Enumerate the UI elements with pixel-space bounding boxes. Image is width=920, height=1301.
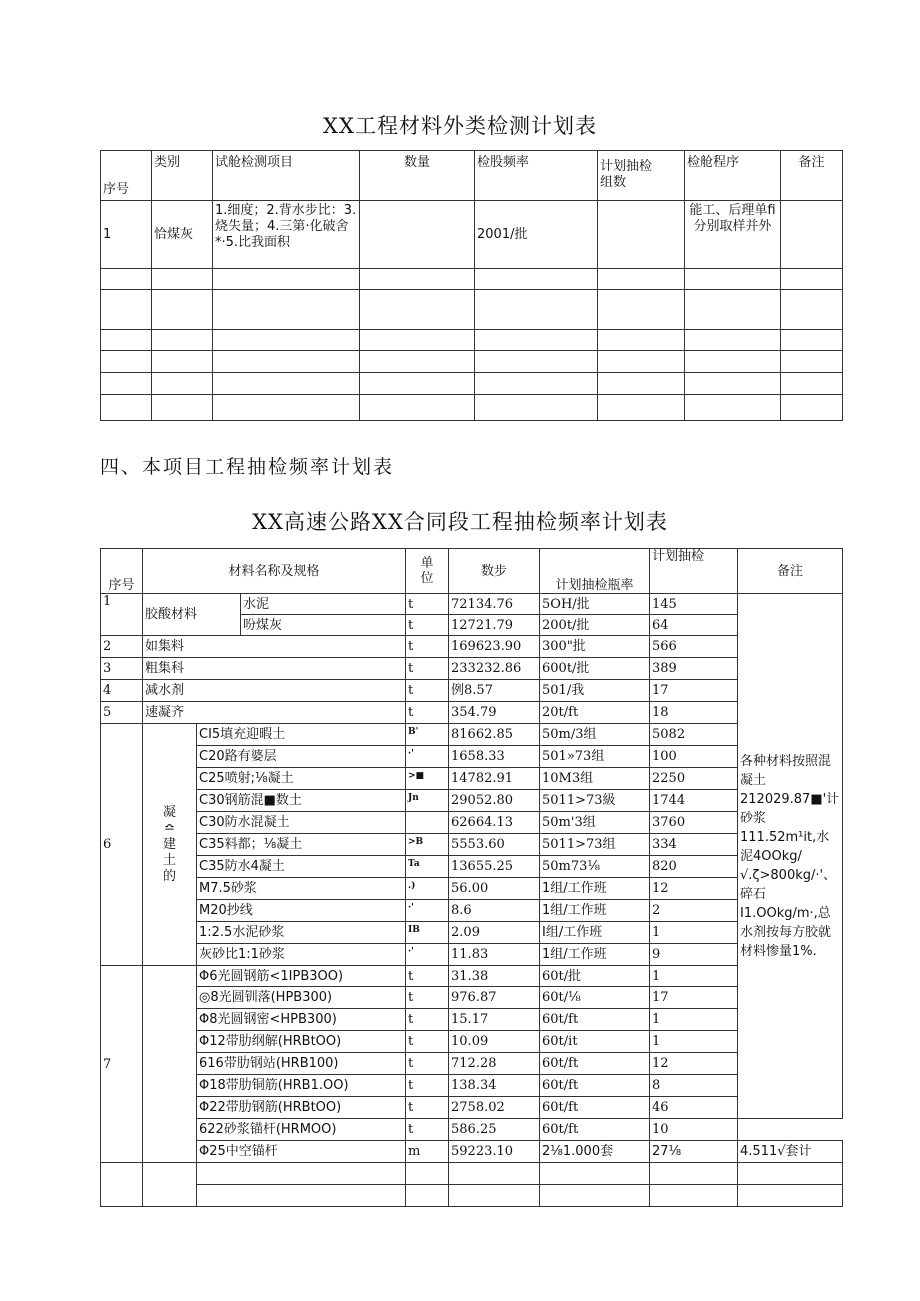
table-row (101, 812, 843, 834)
row-frequency: 60t/ft (540, 1119, 650, 1141)
row-unit: t (406, 615, 449, 636)
row-quantity: 2.09 (449, 922, 540, 944)
table-row (101, 702, 843, 724)
row-unit: t (406, 1075, 449, 1097)
material-inspection-table (100, 150, 843, 421)
row-no: 7 (101, 966, 143, 1163)
table1-title: XX工程材料外类检测计划表 (323, 114, 597, 138)
unit-mark: ·' (408, 903, 414, 913)
row-quantity: 12721.79 (449, 615, 540, 636)
row-unit (406, 944, 449, 966)
row-frequency: 300"批 (540, 636, 650, 658)
row-quantity: 13655.25 (449, 856, 540, 878)
header-items: 试舱检测项目 (213, 151, 360, 201)
row-frequency: 501/我 (540, 680, 650, 702)
row-frequency: 50m'3组 (540, 812, 650, 834)
row-frequency: 60t/⅛ (540, 987, 650, 1009)
row-quantity: 586.25 (449, 1119, 540, 1141)
row-material: 粗集科 (143, 658, 406, 680)
unit-mark: ·' (408, 947, 414, 957)
header-procedure: 检舱程序 (685, 151, 781, 201)
table-row (101, 636, 843, 658)
row-material: Φ18带肋铜筋(HRB1.OO) (197, 1075, 406, 1097)
row-items: 1.细度；2.背水步比：3.烧失量；4.三第·化破舍*·5.比我面积 (213, 201, 360, 269)
row-planned: 1 (650, 966, 738, 987)
row-quantity: 5553.60 (449, 834, 540, 856)
table-row (101, 922, 843, 944)
row-quantity: 81662.85 (449, 724, 540, 746)
row-sub-material: 水泥 (241, 594, 406, 615)
row-planned: 3760 (650, 812, 738, 834)
row-planned: 100 (650, 746, 738, 768)
header-remarks: 备注 (781, 151, 843, 201)
table-row (101, 724, 843, 746)
row-material: Φ25中空锚杆 (197, 1141, 406, 1163)
row-material: 616带肋钢站(HRB100) (197, 1053, 406, 1075)
header-unit-line2: 位 (420, 571, 434, 586)
row-planned: 2250 (650, 768, 738, 790)
row-unit (406, 878, 449, 900)
row-planned: 820 (650, 856, 738, 878)
table-row (101, 944, 843, 966)
header-quantity: 数步 (449, 549, 540, 594)
row-planned: 566 (650, 636, 738, 658)
concrete-group-label: 凝≏建土的 (162, 804, 176, 884)
row-frequency: 60t/ft (540, 1075, 650, 1097)
row-planned: 64 (650, 615, 738, 636)
row-unit: t (406, 1119, 449, 1141)
table-row (101, 201, 843, 269)
row-quantity: 138.34 (449, 1075, 540, 1097)
table-row (101, 680, 843, 702)
table-row (101, 1031, 843, 1053)
row-material: 速凝齐 (143, 702, 406, 724)
row-unit (406, 812, 449, 834)
row-quantity: 59223.10 (449, 1141, 540, 1163)
table-row (101, 1141, 843, 1163)
row-no: 5 (101, 702, 143, 724)
row-material: ◎8光圆钏落(HPB300) (197, 987, 406, 1009)
empty-row (101, 373, 843, 395)
table-row (101, 1075, 843, 1097)
row-unit (406, 834, 449, 856)
row-unit: t (406, 636, 449, 658)
row-no: 2 (101, 636, 143, 658)
row-quantity: 62664.13 (449, 812, 540, 834)
table-row (101, 1009, 843, 1031)
row-planned: 12 (650, 1053, 738, 1075)
row-quantity (360, 201, 475, 269)
row-quantity: 354.79 (449, 702, 540, 724)
header-category: 类别 (152, 151, 213, 201)
header-no: 序号 (101, 549, 143, 594)
row-material: Φ6光圆钢筋<1IPB3OO) (197, 966, 406, 987)
row-unit (406, 900, 449, 922)
table-row (101, 966, 843, 987)
row-frequency: 50m/3组 (540, 724, 650, 746)
row-material: M20抄线 (197, 900, 406, 922)
row-frequency: 1组/工作班 (540, 944, 650, 966)
row-unit: t (406, 702, 449, 724)
row-no: 3 (101, 658, 143, 680)
row-sub-material: 吩煤灰 (241, 615, 406, 636)
row-quantity: 8.6 (449, 900, 540, 922)
row-unit: t (406, 1009, 449, 1031)
unit-mark: IB (408, 925, 420, 935)
row-quantity: 15.17 (449, 1009, 540, 1031)
row-unit: t (406, 658, 449, 680)
header-quantity: 数量 (360, 151, 475, 201)
row-planned: 1 (650, 1031, 738, 1053)
row-material-group: 胶酸材料 (143, 594, 241, 636)
row-quantity: 31.38 (449, 966, 540, 987)
row-quantity: 2758.02 (449, 1097, 540, 1119)
row-material: Φ22带肋钢筋(HRBtOO) (197, 1097, 406, 1119)
row-planned: 27⅛ (650, 1141, 738, 1163)
table-row (101, 1097, 843, 1119)
unit-mark: ·' (408, 749, 414, 759)
row-planned: 17 (650, 680, 738, 702)
row-frequency: 10M3组 (540, 768, 650, 790)
row-frequency: 1组/工作班 (540, 900, 650, 922)
row-planned: 17 (650, 987, 738, 1009)
section-heading: 四、本项目工程抽检频率计划表 (100, 456, 395, 478)
table-row (101, 878, 843, 900)
row-material: M7.5砂浆 (197, 878, 406, 900)
table-row (101, 790, 843, 812)
row-unit (406, 768, 449, 790)
row-planned: 1 (650, 1009, 738, 1031)
row-group-label (143, 724, 197, 966)
row-material: C30钢筋混■数土 (197, 790, 406, 812)
row-frequency: 50m73⅛ (540, 856, 650, 878)
table-row (101, 658, 843, 680)
row-planned: 2 (650, 900, 738, 922)
table-row (101, 746, 843, 768)
row-frequency: 1组/工作班 (540, 878, 650, 900)
row-material: C30防水混凝土 (197, 812, 406, 834)
row-group-label (143, 966, 197, 1163)
row-unit (406, 856, 449, 878)
row-material: C25喷射;⅛凝土 (197, 768, 406, 790)
unit-mark: Jn (408, 793, 419, 803)
unit-mark: Ta (408, 859, 420, 869)
header-remarks: 备注 (738, 549, 843, 594)
table-row (101, 1119, 843, 1141)
row-quantity: 169623.90 (449, 636, 540, 658)
row-frequency: 20t/ft (540, 702, 650, 724)
row-material: Φ12带肋纲解(HRBtOO) (197, 1031, 406, 1053)
table-row (101, 900, 843, 922)
row-planned: 9 (650, 944, 738, 966)
row-remarks (781, 201, 843, 269)
row-unit: t (406, 1031, 449, 1053)
table-row (101, 834, 843, 856)
row-planned: 46 (650, 1097, 738, 1119)
row-unit: m (406, 1141, 449, 1163)
row-material: CI5填充迎暇土 (197, 724, 406, 746)
row-frequency: 5011>73组 (540, 834, 650, 856)
empty-row (101, 1163, 843, 1185)
row-quantity: 1658.33 (449, 746, 540, 768)
row-material: Φ8光圆钢密<HPB300) (197, 1009, 406, 1031)
empty-row (101, 269, 843, 290)
header-frequency: 检股频率 (475, 151, 598, 201)
header-unit (406, 549, 449, 594)
unit-mark: >■ (408, 771, 425, 781)
row-frequency: I组/工作班 (540, 922, 650, 944)
row-material: 1:2.5水泥砂浆 (197, 922, 406, 944)
row-unit: t (406, 594, 449, 615)
empty-row (101, 351, 843, 373)
unit-mark: >B (408, 837, 424, 847)
row-planned: 18 (650, 702, 738, 724)
row-planned: 145 (650, 594, 738, 615)
table2-title: XX高速公路XX合同段工程抽检频率计划表 (252, 510, 668, 534)
table-row (101, 768, 843, 790)
row-planned: 5082 (650, 724, 738, 746)
table-row (101, 987, 843, 1009)
row-unit: t (406, 966, 449, 987)
row-quantity: 72134.76 (449, 594, 540, 615)
header-unit-line1: 单 (420, 556, 434, 571)
header-planned (598, 151, 685, 201)
row-no: 4 (101, 680, 143, 702)
row-frequency: 501»73组 (540, 746, 650, 768)
row-material: 减水剂 (143, 680, 406, 702)
row-frequency: 5011>73級 (540, 790, 650, 812)
row-quantity: 56.00 (449, 878, 540, 900)
row-unit: t (406, 1097, 449, 1119)
row-no: 1 (101, 201, 152, 269)
empty-row (101, 395, 843, 421)
header-frequency: 计划抽检瓶率 (540, 549, 650, 594)
row-planned: 10 (650, 1119, 738, 1141)
table-row (101, 856, 843, 878)
row-frequency: 60t/it (540, 1031, 650, 1053)
row-planned: 1744 (650, 790, 738, 812)
row-quantity: 例8.57 (449, 680, 540, 702)
row-frequency: 60t/ft (540, 1053, 650, 1075)
empty-row (101, 1185, 843, 1207)
unit-mark: B' (408, 727, 419, 737)
row-unit: t (406, 1053, 449, 1075)
row-procedure: 能工、后理单fi分别取样并外 (685, 201, 781, 269)
row-frequency: 2⅛1.000套 (540, 1141, 650, 1163)
unit-mark: .) (408, 881, 416, 891)
row-planned: 12 (650, 878, 738, 900)
header-planned-line2: 组数 (600, 174, 627, 190)
header-material: 材料名称及规格 (143, 549, 406, 594)
row-material: 622砂浆锚杆(HRMOO) (197, 1119, 406, 1141)
row-unit (406, 746, 449, 768)
row-quantity: 11.83 (449, 944, 540, 966)
row-material: C20路有婆层 (197, 746, 406, 768)
row-unit: t (406, 987, 449, 1009)
row-quantity: 14782.91 (449, 768, 540, 790)
row-category: 恰煤灰 (152, 201, 213, 269)
row-frequency: 60t/ft (540, 1097, 650, 1119)
row-frequency: 2001/批 (475, 201, 598, 269)
row-frequency: 600t/批 (540, 658, 650, 680)
row-quantity: 29052.80 (449, 790, 540, 812)
row-material: 灰砂比1:1砂浆 (197, 944, 406, 966)
row-quantity: 712.28 (449, 1053, 540, 1075)
row-quantity: 10.09 (449, 1031, 540, 1053)
row-material: C35料都；⅛凝土 (197, 834, 406, 856)
row-planned: 8 (650, 1075, 738, 1097)
table-row (101, 594, 843, 615)
empty-row (101, 330, 843, 351)
empty-row (101, 290, 843, 330)
header-planned: 计划抽检 (650, 549, 738, 594)
row-quantity: 976.87 (449, 987, 540, 1009)
row-remark: 4.511√套计 (738, 1141, 843, 1163)
remarks-note: 各种材料按照混凝土212029.87■'计砂浆111.52m¹it,水泥4OOkg/√.ζ>800kg/·'、碎石I1.OOkg/m·,总水剂按每方胶就材料惨量1%. (738, 594, 843, 1119)
row-planned (598, 201, 685, 269)
sampling-frequency-table (100, 548, 843, 1207)
row-no: 1 (101, 594, 143, 636)
row-unit: t (406, 680, 449, 702)
header-planned-line1: 计划抽检 (600, 158, 653, 174)
header-no: 序号 (101, 151, 152, 201)
row-frequency: 5OH/批 (540, 594, 650, 615)
row-planned: 1 (650, 922, 738, 944)
row-frequency: 200t/批 (540, 615, 650, 636)
row-material: C35防水4凝土 (197, 856, 406, 878)
row-planned: 334 (650, 834, 738, 856)
table-row (101, 1053, 843, 1075)
row-unit (406, 790, 449, 812)
row-no: 6 (101, 724, 143, 966)
row-unit (406, 724, 449, 746)
row-frequency: 60t/批 (540, 966, 650, 987)
row-quantity: 233232.86 (449, 658, 540, 680)
row-material: 如集料 (143, 636, 406, 658)
row-planned: 389 (650, 658, 738, 680)
row-frequency: 60t/ft (540, 1009, 650, 1031)
row-unit (406, 922, 449, 944)
